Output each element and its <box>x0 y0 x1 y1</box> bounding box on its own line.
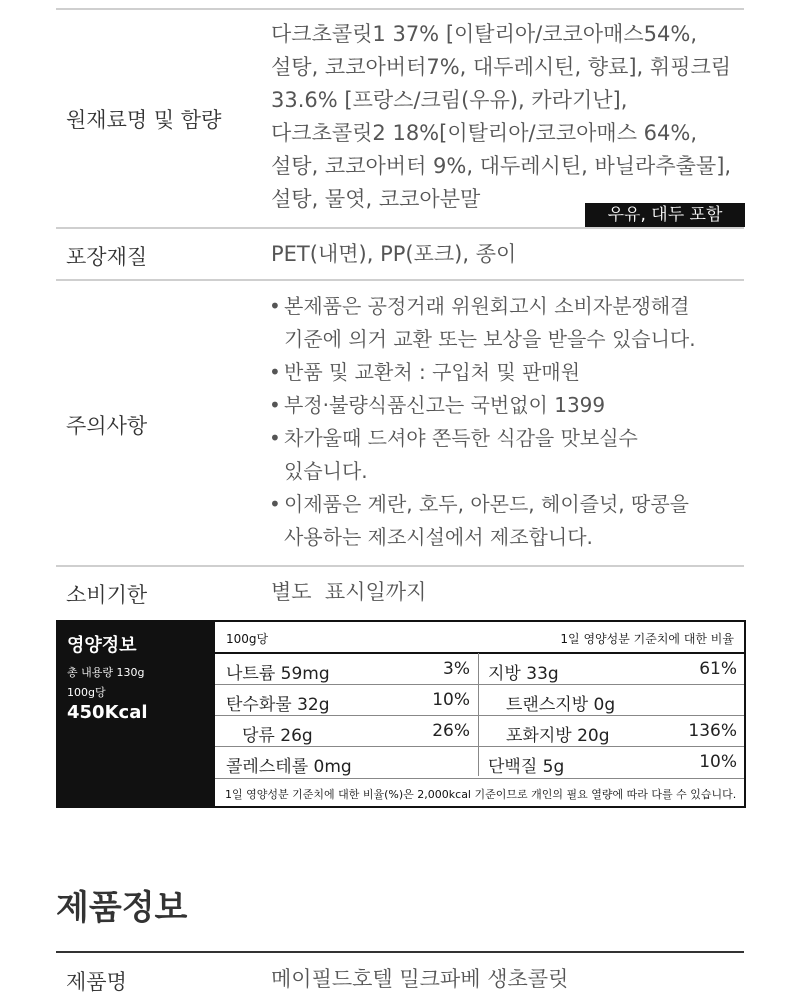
nutrition-panel <box>56 620 746 808</box>
nutrient-name: 콜레스테롤 0mg <box>226 757 352 777</box>
ingredients-line: 다크초콜릿2 18%[이탈리아/코코아매스 64%, <box>271 121 698 145</box>
ingredients-line: 33.6% [프랑스/크림(우유), 카라기난], <box>271 88 628 112</box>
nutrition-head-ratio: 1일 영양성분 기준치에 대한 비율 <box>560 632 734 646</box>
table-top-rule <box>56 8 744 10</box>
caution-item <box>271 422 696 488</box>
caution-item <box>271 356 696 389</box>
nutrition-row <box>215 747 744 777</box>
packaging-label: 포장재질 <box>66 245 148 269</box>
nutrition-table-header <box>215 622 744 654</box>
caution-line: • 본제품은 공정거래 위원회고시 소비자분쟁해결 <box>284 294 690 318</box>
nutrition-row <box>215 685 744 715</box>
nutrient-name: 트랜스지방 0g <box>506 695 616 715</box>
nutrient-name: 지방 33g <box>488 664 559 684</box>
packaging-value: PET(내면), PP(포크), 종이 <box>271 242 517 266</box>
row-divider <box>56 565 744 567</box>
product-name-value: 메이필드호텔 밀크파베 생초콜릿 <box>271 967 569 991</box>
caution-item <box>271 290 696 356</box>
nutrient-name: 포화지방 20g <box>506 726 610 746</box>
allergy-badge: 우유, 대두 포함 <box>585 203 745 227</box>
ingredients-line: 다크초콜릿1 37% [이탈리아/코코아매스54%, <box>271 22 698 46</box>
caution-line: • 반품 및 교환처 : 구입처 및 판매원 <box>284 360 581 384</box>
caution-line: 사용하는 제조시설에서 제조합니다. <box>284 525 593 549</box>
ingredients-label: 원재료명 및 함량 <box>66 108 222 132</box>
product-info-rule <box>56 951 744 953</box>
row-divider <box>56 227 744 229</box>
ingredients-value <box>271 18 731 216</box>
caution-line: 기준에 의거 교환 또는 보상을 받을수 있습니다. <box>284 327 696 351</box>
product-name-label: 제품명 <box>66 970 127 994</box>
nutrient-percent: 10% <box>699 752 737 772</box>
product-info-title: 제품정보 <box>56 888 188 928</box>
caution-line: • 부정·불량식품신고는 국번없이 1399 <box>284 393 606 417</box>
nutrition-per-unit: 100g당 <box>67 686 106 699</box>
row-divider <box>56 279 744 281</box>
nutrition-total-weight: 총 내용량 130g <box>67 666 145 679</box>
nutrition-calories: 450Kcal <box>67 702 148 723</box>
nutrient-percent: 61% <box>699 659 737 679</box>
nutrient-percent: 136% <box>688 721 737 741</box>
caution-item <box>271 389 696 422</box>
nutrient-percent: 10% <box>432 690 470 710</box>
nutrition-summary <box>58 622 215 806</box>
caution-item <box>271 488 696 554</box>
expiry-label: 소비기한 <box>66 583 148 607</box>
nutrient-name: 단백질 5g <box>488 757 565 777</box>
caution-line: 있습니다. <box>284 459 368 483</box>
nutrient-name: 탄수화물 32g <box>226 695 330 715</box>
ingredients-line: 설탕, 코코아버터 9%, 대두레시틴, 바닐라추출물], <box>271 154 732 178</box>
ingredients-line: 설탕, 물엿, 코코아분말 <box>271 187 481 211</box>
nutrition-footnote-text: 1일 영양성분 기준치에 대한 비율(%)은 2,000kcal 기준이므로 개인의 필요 열량에 따라 다를 수 있습니다. <box>225 788 737 801</box>
nutrition-table <box>215 622 744 806</box>
nutrition-column-divider <box>478 653 479 776</box>
nutrition-footnote <box>215 778 744 807</box>
caution-line: • 차가울때 드셔야 쫀득한 식감을 맛보실수 <box>284 426 638 450</box>
ingredients-line: 설탕, 코코아버터7%, 대두레시틴, 향료], 휘핑크림 <box>271 55 732 79</box>
nutrition-row <box>215 716 744 746</box>
cautions-label: 주의사항 <box>66 414 148 438</box>
nutrition-title: 영양정보 <box>67 635 137 656</box>
caution-line: • 이제품은 계란, 호두, 아몬드, 헤이즐넛, 땅콩을 <box>284 492 689 516</box>
expiry-value: 별도 표시일까지 <box>271 580 427 604</box>
nutrition-head-per: 100g당 <box>226 632 269 646</box>
nutrient-percent: 26% <box>432 721 470 741</box>
nutrient-name: 당류 26g <box>242 726 313 746</box>
cautions-list <box>271 290 696 554</box>
nutrient-name: 나트륨 59mg <box>226 664 330 684</box>
nutrient-percent: 3% <box>443 659 470 679</box>
nutrition-row <box>215 654 744 684</box>
